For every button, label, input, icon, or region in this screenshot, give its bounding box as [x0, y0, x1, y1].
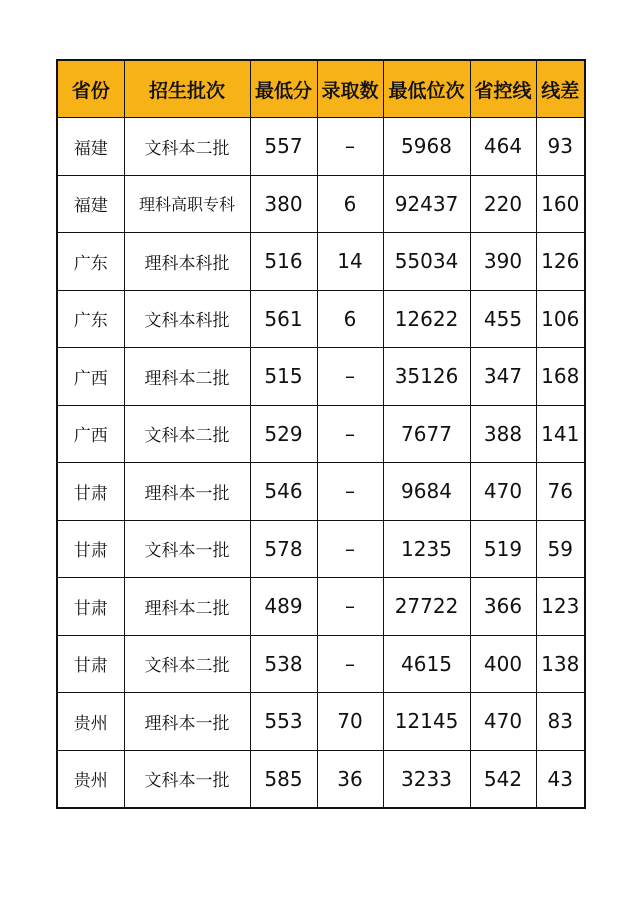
table-cell-batch: 文科本一批 [124, 520, 250, 578]
table-row [57, 693, 585, 751]
table-cell-control-line: 455 [470, 290, 536, 348]
table-cell-min-rank: 9684 [383, 463, 470, 521]
table-cell-admit-count: – [317, 463, 383, 521]
table-cell-line-diff: 123 [536, 578, 585, 636]
table-cell-province: 广东 [57, 233, 124, 291]
table-cell-control-line: 470 [470, 463, 536, 521]
table-cell-min-rank: 35126 [383, 348, 470, 406]
table-row [57, 233, 585, 291]
table-cell-line-diff: 168 [536, 348, 585, 406]
table-cell-line-diff: 43 [536, 750, 585, 808]
table-cell-min-score: 538 [250, 635, 317, 693]
table-cell-admit-count: – [317, 578, 383, 636]
table-cell-min-rank: 27722 [383, 578, 470, 636]
table-cell-min-score: 561 [250, 290, 317, 348]
table-cell-min-score: 578 [250, 520, 317, 578]
table-cell-admit-count: 6 [317, 290, 383, 348]
table-cell-line-diff: 76 [536, 463, 585, 521]
table-cell-min-rank: 3233 [383, 750, 470, 808]
table-cell-min-score: 529 [250, 405, 317, 463]
table-cell-min-score: 380 [250, 175, 317, 233]
table-cell-admit-count: 14 [317, 233, 383, 291]
table-cell-batch: 理科本一批 [124, 693, 250, 751]
column-header-province: 省份 [57, 60, 124, 118]
table-cell-batch: 文科本二批 [124, 118, 250, 176]
table-cell-line-diff: 126 [536, 233, 585, 291]
column-header-control-line: 省控线 [470, 60, 536, 118]
table-cell-min-score: 516 [250, 233, 317, 291]
table-cell-control-line: 388 [470, 405, 536, 463]
table-cell-min-rank: 12145 [383, 693, 470, 751]
table-cell-province: 甘肃 [57, 520, 124, 578]
table-cell-line-diff: 83 [536, 693, 585, 751]
table-cell-province: 广东 [57, 290, 124, 348]
table-body [57, 118, 585, 809]
table-cell-province: 福建 [57, 175, 124, 233]
table-cell-admit-count: 36 [317, 750, 383, 808]
column-header-admit-count: 录取数 [317, 60, 383, 118]
table-row [57, 118, 585, 176]
table-cell-min-score: 585 [250, 750, 317, 808]
table-cell-batch: 理科高职专科 [124, 175, 250, 233]
table-cell-province: 甘肃 [57, 578, 124, 636]
table-row [57, 463, 585, 521]
table-cell-admit-count: – [317, 635, 383, 693]
table-row [57, 578, 585, 636]
table-cell-min-rank: 7677 [383, 405, 470, 463]
column-header-min-rank: 最低位次 [383, 60, 470, 118]
table-cell-control-line: 347 [470, 348, 536, 406]
table-cell-province: 甘肃 [57, 635, 124, 693]
table-cell-line-diff: 93 [536, 118, 585, 176]
table-cell-batch: 理科本二批 [124, 578, 250, 636]
table-cell-batch: 文科本一批 [124, 750, 250, 808]
table-cell-line-diff: 59 [536, 520, 585, 578]
table-header-row [57, 60, 585, 118]
table-cell-line-diff: 160 [536, 175, 585, 233]
table-row [57, 750, 585, 808]
table-cell-min-score: 489 [250, 578, 317, 636]
table-cell-province: 广西 [57, 348, 124, 406]
table-cell-province: 贵州 [57, 693, 124, 751]
table-cell-min-rank: 4615 [383, 635, 470, 693]
table-cell-min-rank: 55034 [383, 233, 470, 291]
table-cell-min-rank: 5968 [383, 118, 470, 176]
table-cell-control-line: 464 [470, 118, 536, 176]
table-row [57, 405, 585, 463]
table-cell-admit-count: – [317, 520, 383, 578]
table-cell-province: 福建 [57, 118, 124, 176]
table-cell-control-line: 470 [470, 693, 536, 751]
table-cell-batch: 文科本科批 [124, 290, 250, 348]
admission-score-table [56, 59, 586, 809]
table-cell-batch: 理科本一批 [124, 463, 250, 521]
table-cell-min-score: 553 [250, 693, 317, 751]
table-cell-admit-count: 6 [317, 175, 383, 233]
table-cell-province: 贵州 [57, 750, 124, 808]
table-cell-min-score: 546 [250, 463, 317, 521]
table-cell-admit-count: 70 [317, 693, 383, 751]
table-cell-control-line: 220 [470, 175, 536, 233]
table-cell-line-diff: 138 [536, 635, 585, 693]
table-cell-min-rank: 92437 [383, 175, 470, 233]
table-cell-control-line: 400 [470, 635, 536, 693]
table-cell-control-line: 390 [470, 233, 536, 291]
table-cell-control-line: 366 [470, 578, 536, 636]
table-cell-batch: 理科本二批 [124, 348, 250, 406]
table-cell-admit-count: – [317, 118, 383, 176]
table-row [57, 290, 585, 348]
table-cell-line-diff: 106 [536, 290, 585, 348]
column-header-batch: 招生批次 [124, 60, 250, 118]
table-cell-batch: 文科本二批 [124, 405, 250, 463]
table-cell-control-line: 542 [470, 750, 536, 808]
table-cell-control-line: 519 [470, 520, 536, 578]
table-cell-min-score: 557 [250, 118, 317, 176]
table-cell-admit-count: – [317, 405, 383, 463]
table-cell-min-rank: 12622 [383, 290, 470, 348]
table-cell-admit-count: – [317, 348, 383, 406]
admission-table-container [56, 59, 586, 809]
table-cell-batch: 理科本科批 [124, 233, 250, 291]
table-row [57, 635, 585, 693]
column-header-min-score: 最低分 [250, 60, 317, 118]
table-cell-min-score: 515 [250, 348, 317, 406]
column-header-line-diff: 线差 [536, 60, 585, 118]
table-cell-batch: 文科本二批 [124, 635, 250, 693]
table-row [57, 348, 585, 406]
table-cell-min-rank: 1235 [383, 520, 470, 578]
table-row [57, 520, 585, 578]
table-row [57, 175, 585, 233]
table-cell-line-diff: 141 [536, 405, 585, 463]
table-cell-province: 广西 [57, 405, 124, 463]
table-cell-province: 甘肃 [57, 463, 124, 521]
